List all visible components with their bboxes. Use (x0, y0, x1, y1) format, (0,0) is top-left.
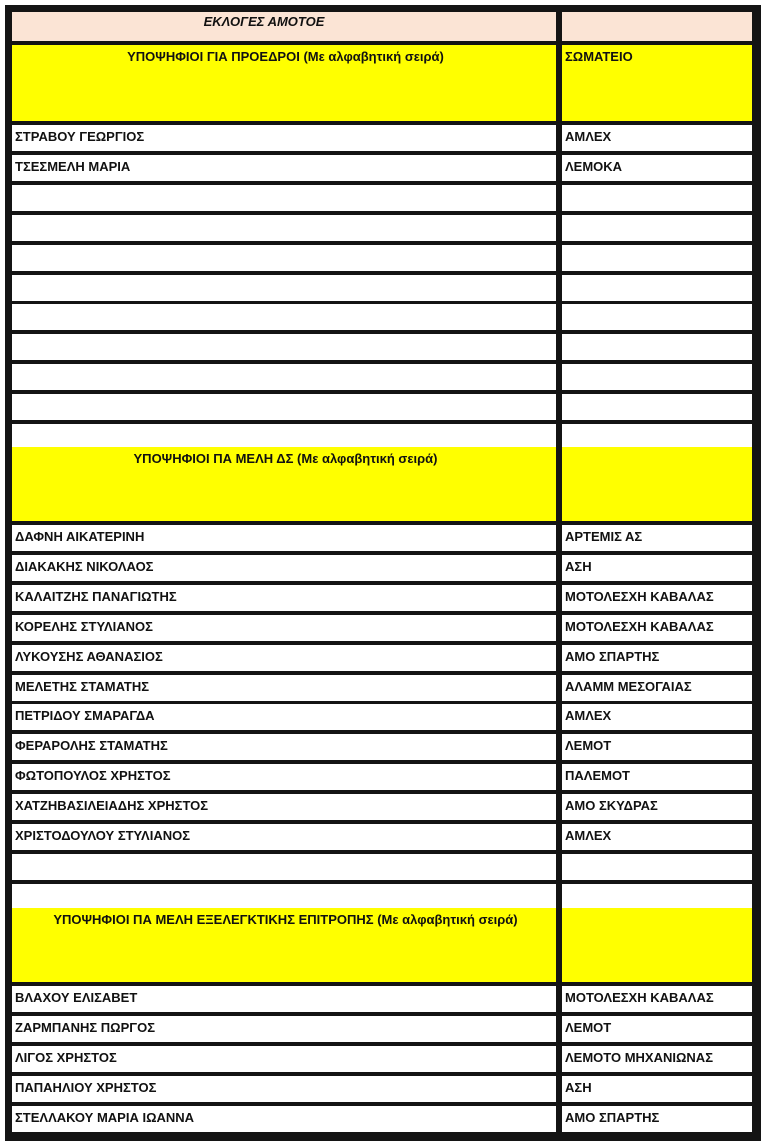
candidate-club (562, 245, 752, 271)
candidates-sheet (5, 5, 761, 1141)
candidate-name (12, 185, 556, 211)
candidate-name: ΧΑΤΖΗΒΑΣΙΛΕΙΑΔΗΣ ΧΡΗΣΤΟΣ (12, 794, 556, 820)
candidate-name: ΤΣΕΣΜΕΛΗ ΜΑΡΙΑ (12, 155, 556, 181)
candidate-club (562, 854, 752, 880)
candidate-name: ΠΕΤΡΙΔΟΥ ΣΜΑΡΑΓΔΑ (12, 704, 556, 730)
candidate-club: ΑΛΑΜΜ ΜΕΣΟΓΑΙΑΣ (562, 675, 752, 701)
candidate-club: ΜΟΤΟΛΕΣΧΗ ΚΑΒΑΛΑΣ (562, 615, 752, 641)
candidate-club: ΑΣΗ (562, 1076, 752, 1102)
candidate-name (12, 215, 556, 241)
candidate-name (12, 884, 556, 910)
candidate-name: ΧΡΙΣΤΟΔΟΥΛΟΥ ΣΤΥΛΙΑΝΟΣ (12, 824, 556, 850)
candidate-club: ΜΟΤΟΛΕΣΧΗ ΚΑΒΑΛΑΣ (562, 986, 752, 1012)
audit-section-heading: ΥΠΟΨΗΦΙΟΙ ΠΑ ΜΕΛΗ ΕΞΕΛΕΓΚΤΙΚΗΣ ΕΠΙΤΡΟΠΗΣ (Με αλφαβητική σειρά) (12, 908, 556, 982)
candidate-club: ΛΕΜΟΤ (562, 734, 752, 760)
candidate-club: ΑΜΛΕΧ (562, 125, 752, 151)
candidate-name: ΦΩΤΟΠΟΥΛΟΣ ΧΡΗΣΤΟΣ (12, 764, 556, 790)
candidate-club: ΑΣΗ (562, 555, 752, 581)
candidate-club (562, 185, 752, 211)
president-section-heading: ΥΠΟΨΗΦΙΟΙ ΓΙΑ ΠΡΟΕΔΡΟΙ (Με αλφαβητική σειρά) (12, 45, 556, 121)
candidate-club: ΑΜΟ ΣΚΥΔΡΑΣ (562, 794, 752, 820)
candidate-club: ΛΕΜΟΤ (562, 1016, 752, 1042)
candidate-club (562, 364, 752, 390)
candidate-name (12, 334, 556, 360)
candidate-club: ΠΑΛΕΜΟΤ (562, 764, 752, 790)
candidate-name: ΚΟΡΕΛΗΣ ΣΤΥΛΙΑΝΟΣ (12, 615, 556, 641)
candidate-club (562, 304, 752, 330)
candidate-name: ΛΥΚΟΥΣΗΣ ΑΘΑΝΑΣΙΟΣ (12, 645, 556, 671)
candidate-name: ΣΤΕΛΛΑΚΟΥ ΜΑΡΙΑ ΙΩΑΝΝΑ (12, 1106, 556, 1132)
candidate-name (12, 394, 556, 420)
candidate-club: ΑΜΟ ΣΠΑΡΤΗΣ (562, 1106, 752, 1132)
candidate-name: ΒΛΑΧΟΥ ΕΛΙΣΑΒΕΤ (12, 986, 556, 1012)
candidate-name: ΣΤΡΑΒΟΥ ΓΕΩΡΓΙΟΣ (12, 125, 556, 151)
candidate-club: ΑΜΛΕΧ (562, 704, 752, 730)
candidate-club: ΑΜΟ ΣΠΑΡΤΗΣ (562, 645, 752, 671)
candidate-name: ΠΑΠΑΗΛΙΟΥ ΧΡΗΣΤΟΣ (12, 1076, 556, 1102)
candidate-name: ΜΕΛΕΤΗΣ ΣΤΑΜΑΤΗΣ (12, 675, 556, 701)
candidate-club: ΑΜΛΕΧ (562, 824, 752, 850)
candidate-name: ΔΑΦΝΗ ΑΙΚΑΤΕΡΙΝΗ (12, 525, 556, 551)
audit-section-club-heading (562, 908, 752, 982)
candidate-club: ΛΕΜΟΤΟ ΜΗΧΑΝΙΩΝΑΣ (562, 1046, 752, 1072)
title-blank-cell (562, 12, 752, 41)
candidate-club (562, 394, 752, 420)
candidate-name (12, 854, 556, 880)
candidate-club (562, 275, 752, 301)
candidate-club (562, 215, 752, 241)
candidate-club (562, 334, 752, 360)
candidate-club: ΜΟΤΟΛΕΣΧΗ ΚΑΒΑΛΑΣ (562, 585, 752, 611)
candidate-club: ΑΡΤΕΜΙΣ ΑΣ (562, 525, 752, 551)
candidate-name (12, 304, 556, 330)
sheet-title: ΕΚΛΟΓΕΣ ΑΜΟΤΟΕ (12, 12, 556, 41)
candidate-name (12, 275, 556, 301)
board-section-heading: ΥΠΟΨΗΦΙΟΙ ΠΑ ΜΕΛΗ ΔΣ (Με αλφαβητική σειρά) (12, 447, 556, 521)
candidate-club: ΛΕΜΟΚΑ (562, 155, 752, 181)
candidate-name (12, 364, 556, 390)
candidate-name: ΦΕΡΑΡΟΛΗΣ ΣΤΑΜΑΤΗΣ (12, 734, 556, 760)
president-section-club-heading: ΣΩΜΑΤΕΙΟ (562, 45, 752, 121)
candidate-name: ΚΑΛΑΙΤΖΗΣ ΠΑΝΑΓΙΩΤΗΣ (12, 585, 556, 611)
candidate-name: ΖΑΡΜΠΑΝΗΣ ΠΩΡΓΟΣ (12, 1016, 556, 1042)
candidate-name (12, 245, 556, 271)
candidate-club (562, 884, 752, 910)
candidate-name: ΛΙΓΟΣ ΧΡΗΣΤΟΣ (12, 1046, 556, 1072)
board-section-club-heading (562, 447, 752, 521)
candidate-name: ΔΙΑΚΑΚΗΣ ΝΙΚΟΛΑΟΣ (12, 555, 556, 581)
